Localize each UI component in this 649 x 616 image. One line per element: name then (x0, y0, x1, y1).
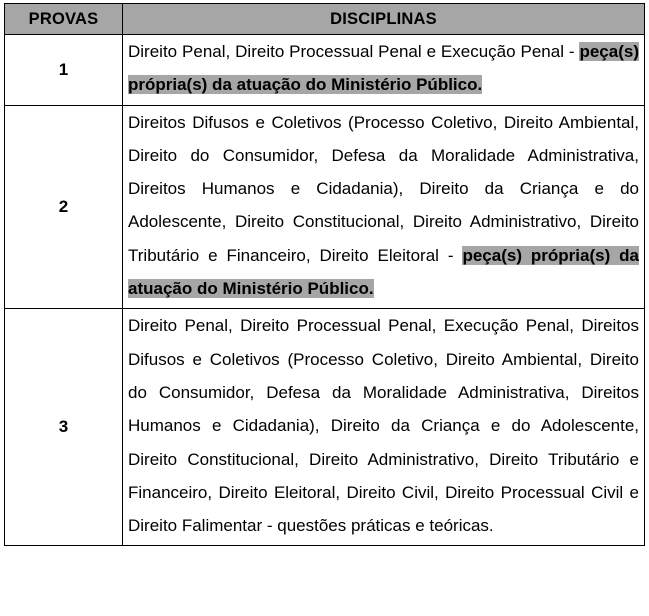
table-row (5, 35, 645, 106)
header-provas: PROVAS (5, 4, 123, 35)
prova-number: 2 (5, 105, 123, 309)
disciplinas-text: Direitos Difusos e Coletivos (Processo Coletivo, Direito Ambiental, Direito do Consumidor, Defesa da Moralidade Administrativa, Direitos Humanos e Cidadania), Direito da Criança e do Adolescente, Direito Constitucional, Direito Administrativo, Direito Tributário e Financeiro, Direito Eleitoral - (128, 112, 639, 265)
disciplinas-table (4, 3, 645, 546)
highlighted-text: peça(s) própria(s) da atuação do Ministério Público. (128, 42, 639, 95)
table-row (5, 105, 645, 309)
table-row (5, 309, 645, 546)
table-header-row (5, 4, 645, 35)
disciplinas-cell (123, 309, 645, 546)
disciplinas-text: Direito Penal, Direito Processual Penal e Execução Penal - (128, 42, 580, 61)
highlighted-text: peça(s) própria(s) da atuação do Ministério Público. (128, 245, 639, 299)
prova-number: 3 (5, 309, 123, 546)
header-disciplinas: DISCIPLINAS (123, 4, 645, 35)
disciplinas-text: Direito Penal, Direito Processual Penal, Execução Penal, Direitos Difusos e Coletivos (Processo Coletivo, Direito Ambiental, Direito do Consumidor, Defesa da Moralidade Administrativa, Direitos Humanos e Cidadania), Direito da Criança e do Adolescente, Direito Constitucional, Direito Administrativo, Direito Tributário e Financeiro, Direito Eleitoral, Direito Civil, Direito Processual Civil e Direito Falimentar - questões práticas e teóricas. (128, 316, 639, 536)
prova-number: 1 (5, 35, 123, 106)
disciplinas-cell (123, 35, 645, 106)
disciplinas-cell (123, 105, 645, 309)
